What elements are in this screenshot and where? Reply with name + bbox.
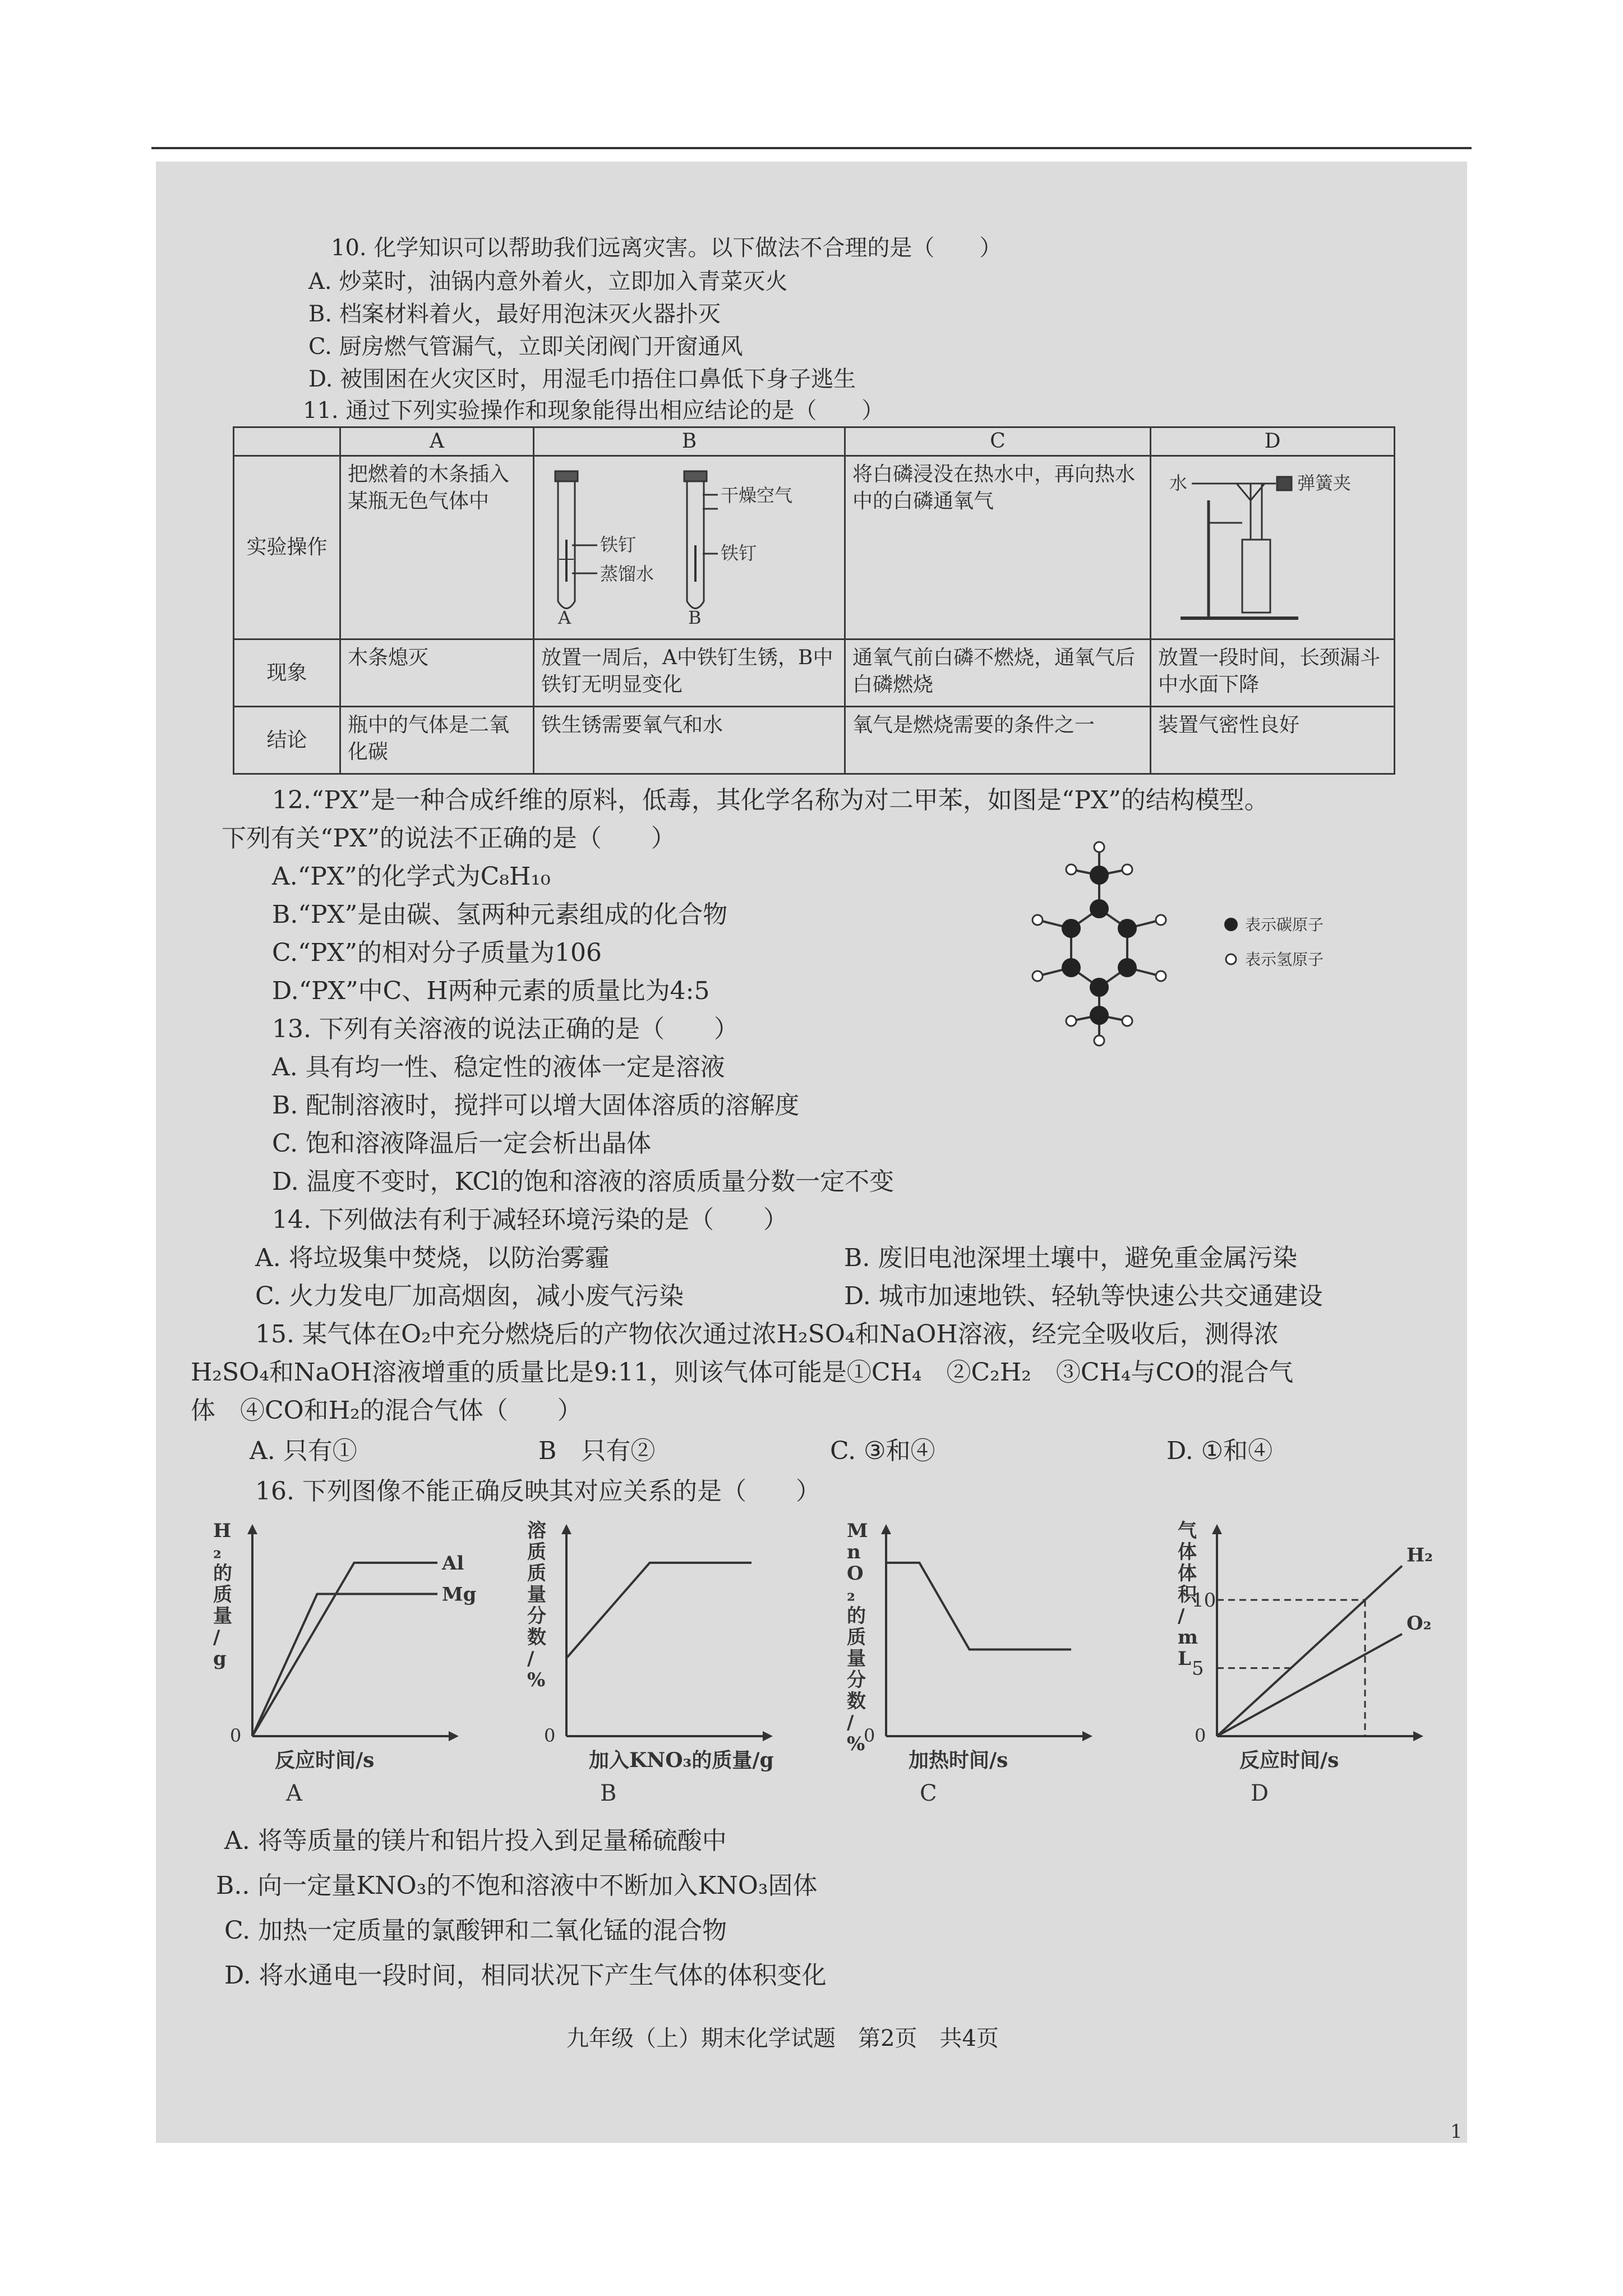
header-rule [151,147,1472,149]
row-label-conclusion: 结论 [234,707,340,774]
series-label: Mg [442,1583,477,1606]
q10-option-a: A. 炒菜时，油锅内意外着火，立即加入青菜灭火 [308,269,788,295]
series-line-2 [1217,1634,1402,1736]
q12-option-c: C.“PX”的相对分子质量为106 [272,938,602,967]
q12-option-a: A.“PX”的化学式为C₈H₁₀ [272,862,551,891]
y-axis-arrow [1212,1524,1222,1534]
y-axis-arrow [881,1524,891,1534]
table-header-c: C [845,427,1151,456]
conclusion-b: 铁生锈需要氧气和水 [534,707,845,774]
phenomenon-d: 放置一段时间，长颈漏斗中水面下降 [1151,639,1395,707]
q16-option-c: C. 加热一定质量的氯酸钾和二氧化锰的混合物 [224,1916,727,1945]
q10-option-d: D. 被围困在火灾区时，用湿毛巾捂住口鼻低下身子逃生 [308,366,856,392]
label-spring-clamp: 弹簧夹 [1297,472,1352,494]
table-header-a: A [340,427,534,456]
y-tick-label: 5 [1192,1657,1204,1680]
q15-line1: 15. 某气体在O₂中充分燃烧后的产物依次通过浓H₂SO₄和NaOH溶液，经完全吸收后，测得浓 [255,1320,1279,1349]
airtightness-apparatus-diagram [1158,461,1388,627]
origin-label: 0 [1195,1725,1206,1746]
q14-option-b: B. 废旧电池深埋土壤中，避免重金属污染 [844,1244,1298,1272]
q16-charts [185,1515,1475,1818]
q12-stem-line2: 下列有关“PX”的说法不正确的是（ ） [222,824,676,853]
series-line-1 [252,1563,437,1736]
q13-option-b: B. 配制溶液时，搅拌可以增大固体溶质的溶解度 [272,1091,800,1120]
page-number: 1 [1450,2120,1463,2143]
conclusion-c: 氧气是燃烧需要的条件之一 [845,707,1151,774]
q11-stem: 11. 通过下列实验操作和现象能得出相应结论的是（ ） [303,398,884,424]
q15-line2: H₂SO₄和NaOH溶液增重的质量比是9:11，则该气体可能是①CH₄ ②C₂H₂ ③CH₄与CO的混合气 [191,1358,1294,1387]
phenomenon-a: 木条熄灭 [340,639,534,707]
q10-option-c: C. 厨房燃气管漏气，立即关闭阀门开窗通风 [308,334,743,360]
label-tube-a: A [558,607,571,627]
label-iron-nail-a: 铁钉 [600,534,637,555]
q14-option-d: D. 城市加速地铁、轻轨等快速公共交通建设 [844,1282,1323,1310]
q16-option-d: D. 将水通电一段时间，相同状况下产生气体的体积变化 [224,1961,827,1990]
q10-option-b: B. 档案材料着火，最好用泡沫灭火器扑灭 [308,301,721,327]
series-label: H₂ [1407,1544,1433,1567]
q15-option-b: B 只有② [538,1437,656,1465]
panel-label: A [286,1780,302,1806]
table-header-empty [234,427,340,456]
q14-stem: 14. 下列做法有利于减轻环境污染的是（ ） [272,1205,788,1234]
q16-stem: 16. 下列图像不能正确反映其对应关系的是（ ） [255,1477,820,1506]
operation-c: 将白磷浸没在热水中，再向热水中的白磷通氧气 [845,456,1151,639]
x-axis-arrow [449,1731,459,1741]
series-line-1 [886,1563,1071,1650]
q13-stem: 13. 下列有关溶液的说法正确的是（ ） [272,1015,739,1043]
q13-option-d: D. 温度不变时，KCl的饱和溶液的溶质质量分数一定不变 [272,1167,895,1196]
page-footer: 九年级（上）期末化学试题 第2页 共4页 [566,2026,999,2051]
q12-option-b: B.“PX”是由碳、氢两种元素组成的化合物 [272,900,728,929]
phenomenon-c: 通氧气前白磷不燃烧，通氧气后白磷燃烧 [845,639,1151,707]
x-axis-arrow [763,1731,773,1741]
chart-panel-d [1178,1520,1433,1806]
origin-label: 0 [544,1725,556,1746]
x-axis-label: 加热时间/s [909,1749,1008,1772]
origin-label: 0 [230,1725,242,1746]
carbon-legend-label: 表示碳原子 [1245,915,1324,934]
experiment-table [233,426,1395,775]
q15-option-a: A. 只有① [250,1437,357,1465]
y-axis-arrow [247,1524,257,1534]
q10-stem: 10. 化学知识可以帮助我们远离灾害。以下做法不合理的是（ ） [331,235,1002,261]
row-label-phenomenon: 现象 [234,639,340,707]
label-water: 水 [1169,472,1188,494]
panel-label: C [920,1780,937,1806]
label-iron-nail-b: 铁钉 [721,542,757,564]
q15-line3: 体 ④CO和H₂的混合气体（ ） [191,1396,582,1425]
operation-a: 把燃着的木条插入某瓶无色气体中 [340,456,534,639]
x-axis-label: 加入KNO₃的质量/g [589,1749,774,1772]
y-axis-label: 气体体积/ m L [1178,1520,1198,1670]
series-line-2 [252,1594,437,1736]
q12-stem-line1: 12.“PX”是一种合成纤维的原料，低毒，其化学名称为对二甲苯，如图是“PX”的结构模型。 [272,786,1269,815]
q14-option-c: C. 火力发电厂加高烟囱，减小废气污染 [255,1282,684,1310]
series-line-1 [566,1563,751,1658]
phenomenon-b: 放置一周后，A中铁钉生锈，B中铁钉无明显变化 [534,639,845,707]
origin-label: 0 [864,1725,875,1746]
y-axis-label: M n O ₂ 的质量分数/ % [847,1520,868,1755]
y-axis-label: H ₂ 的质量/ g [213,1520,232,1670]
row-label-operation: 实验操作 [234,456,340,639]
label-distilled-water: 蒸馏水 [600,563,654,585]
series-line-1 [1217,1566,1402,1736]
test-tubes-diagram [541,461,836,627]
q12-option-d: D.“PX”中C、H两种元素的质量比为4:5 [272,977,710,1005]
y-axis-label: 溶质质量分数/ % [527,1520,546,1691]
carbon-legend-marker [1224,918,1238,931]
q13-option-a: A. 具有均一性、稳定性的液体一定是溶液 [272,1053,725,1082]
q15-option-c: C. ③和④ [830,1437,935,1465]
operation-b-diagram [534,456,845,639]
y-axis-arrow [561,1524,571,1534]
conclusion-a: 瓶中的气体是二氧化碳 [340,707,534,774]
panel-label: D [1251,1780,1269,1806]
operation-d-diagram [1151,456,1395,639]
x-axis-label: 反应时间/s [1239,1749,1339,1772]
table-header-b: B [534,427,845,456]
q15-option-d: D. ①和④ [1166,1437,1273,1465]
q16-option-a: A. 将等质量的镁片和铝片投入到足量稀硫酸中 [224,1826,727,1855]
hydrogen-legend-marker [1226,954,1236,964]
px-molecule-model [1009,836,1436,1049]
y-tick-label: 10 [1192,1589,1216,1612]
chart-panel-a [213,1520,476,1806]
x-axis-arrow [1082,1731,1092,1741]
table-header-d: D [1151,427,1395,456]
label-dry-air: 干燥空气 [721,485,793,506]
label-tube-b: B [688,607,702,627]
series-label: Al [442,1552,464,1575]
conclusion-d: 装置气密性良好 [1151,707,1395,774]
x-axis-label: 反应时间/s [275,1749,375,1772]
series-label: O₂ [1407,1612,1432,1635]
chart-panel-b [527,1520,774,1806]
panel-label: B [600,1780,617,1806]
q13-option-c: C. 饱和溶液降温后一定会析出晶体 [272,1129,652,1158]
q16-option-b: B.. 向一定量KNO₃的不饱和溶液中不断加入KNO₃固体 [216,1871,818,1900]
chart-panel-c [847,1520,1092,1806]
q14-option-a: A. 将垃圾集中焚烧，以防治雾霾 [255,1244,610,1272]
x-axis-arrow [1413,1731,1423,1741]
hydrogen-legend-label: 表示氢原子 [1245,950,1324,969]
